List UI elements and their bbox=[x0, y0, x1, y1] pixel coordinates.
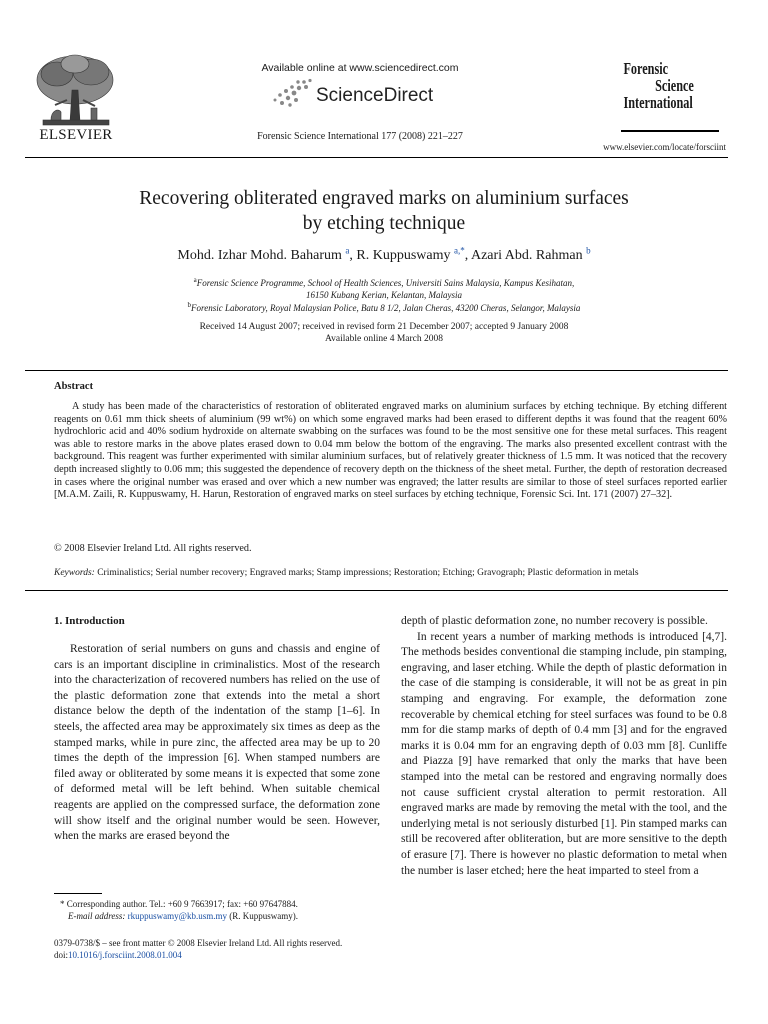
paragraph: Restoration of serial numbers on guns and chassis and engine of cars is an important discipline in criminalistics. Most of the research into the characterization of recovered numbers has relied on the use of the plastic deformation zone that extends into the metal a short distance below the depth of the indentation of the stamp [1–6]. In steels, the affected area may be approximately six times as deep as the stamped marks, while in pure zinc, the affected area may be up to 20 times the depth of the impression [6]. When stamped numbers are filed away or obliterated by some means it is expected that some zone of deformed metal will be left behind. When suitable chemical reagents are applied on the compressed surface, the deformation zone will show itself and the original number would be seen. However, when the marks are erased beyond the bbox=[54, 643, 380, 843]
author-list: Mohd. Izhar Mohd. Baharum $^a$, R. Kuppuswamy $^{a,*}$, Azari Abd. Rahman $^b$ bbox=[177, 245, 591, 263]
affiliation-text: Forensic Science Programme, School of Health Sciences, Universiti Sains Malaysia, Kampus Kesihatan, bbox=[196, 278, 575, 288]
header-divider bbox=[25, 157, 728, 158]
email-link[interactable]: rkuppuswamy@kb.usm.my bbox=[127, 911, 227, 921]
author-affil-link[interactable]: a bbox=[345, 245, 350, 256]
affiliation-marker: a bbox=[193, 276, 197, 284]
received-dates: Received 14 August 2007; received in revised form 21 December 2007; accepted 9 January 2008 bbox=[199, 322, 569, 332]
abstract-text: A study has been made of the characteristics of restoration of obliterated engraved marks on aluminium surfaces by etching technique. By etching different reagents on 0.61 mm thick sheets of aluminium (99 wt%) on which some engraved marks had been erased to different depths it was found that the reagent 60% hydrochloric acid and 40% sodium hydroxide on alternate swabbing on the surfaces was found to be the most sensitive one for these metal surfaces. This reagent was able to restore marks in the above plates erased down to 0.04 mm below the bottom of the engraving. The marks also presented excellent contrast with the background. This reagent was further experimented with similar aluminium surfaces, but of relatively greater thickness of 1.5 mm. It was noticed that the recovery depth increased slightly to 0.06 mm; this suggested the dependence of recovery depth on the thickness of the sheet metal. Further, the depth of restoration decreased in cases where the original number was erased and over which a new number was engraved; the latter results are similar to those of steel surfaces reported earlier [M.A.M. Zaili, R. Kuppuswamy, H. Harun, Restoration of engraved marks on steel surfaces by etching technique, Forensic Sci. Int. 171 (2007) 27–32]. bbox=[54, 401, 727, 501]
journal-logo-line2: Science bbox=[655, 76, 694, 95]
sciencedirect-dots-icon bbox=[272, 78, 314, 108]
journal-logo-line3: International bbox=[623, 93, 693, 112]
issn-text: 0379-0738/$ – see front matter © 2008 Elsevier Ireland Ltd. All rights reserved. bbox=[54, 938, 343, 948]
affiliation-text: 16150 Kubang Kerian, Kelantan, Malaysia bbox=[306, 290, 462, 300]
affiliation-b bbox=[100, 302, 668, 314]
left-column bbox=[54, 642, 380, 845]
article-title-line1: Recovering obliterated engraved marks on aluminium surfaces bbox=[139, 188, 629, 209]
available-date: Available online 4 March 2008 bbox=[324, 334, 443, 344]
paragraph: depth of plastic deformation zone, no number recovery is possible. bbox=[401, 615, 708, 627]
doi-label: doi: bbox=[54, 950, 69, 960]
corresponding-author-footnote bbox=[54, 898, 384, 922]
article-dates bbox=[100, 321, 668, 345]
keywords bbox=[54, 568, 727, 578]
doi-link[interactable]: 10.1016/j.forsciint.2008.01.004 bbox=[68, 950, 182, 960]
publisher-name: ELSEVIER bbox=[39, 127, 113, 143]
keywords-list: Criminalistics; Serial number recovery; Engraved marks; Stamp impressions; Restoration; Etching; Gravograph; Plastic deformation in metals bbox=[94, 568, 639, 578]
abstract-copyright: © 2008 Elsevier Ireland Ltd. All rights reserved. bbox=[54, 543, 252, 554]
email-owner: (R. Kuppuswamy). bbox=[229, 911, 298, 921]
affiliation-marker: b bbox=[187, 301, 192, 309]
journal-citation: Forensic Science International 177 (2008) 221–227 bbox=[257, 131, 463, 142]
author-name: Azari Abd. Rahman bbox=[470, 248, 583, 263]
journal-url-link[interactable]: www.elsevier.com/locate/forsciint bbox=[603, 142, 726, 152]
affiliation-a bbox=[100, 277, 668, 301]
article-title-line2: by etching technique bbox=[302, 213, 466, 234]
keywords-label: Keywords: bbox=[54, 568, 95, 578]
author-name: R. Kuppuswamy bbox=[356, 248, 451, 263]
journal-logo-title bbox=[622, 60, 693, 111]
abstract-heading: Abstract bbox=[54, 381, 94, 392]
author-name: Mohd. Izhar Mohd. Baharum bbox=[177, 248, 342, 263]
issn-block bbox=[54, 937, 414, 961]
journal-logo-rule bbox=[621, 130, 719, 132]
abstract-bottom-divider bbox=[25, 590, 728, 591]
author-affil-link[interactable]: b bbox=[586, 245, 591, 256]
paragraph: In recent years a number of marking methods is introduced [4,7]. The methods besides conventional die stamping include, pin stamping, engraving, and laser etching. While the depth of plastic deformation in the case of die stamping is considerable, it will not be as great in pin stamping and engraving. For example, the deformation zone recoverable by chemical etching for steel surfaces was found to be 0.8 mm for die stamp marks of depth of 0.4 mm [3] and for the engraved marks it is 0.04 mm for an engraving depth of 0.03 mm [8]. Cunliffe and Piazza [9] have remarked that only the marks that have been stamped into the metal can be restored and engraving normally does not cause sufficient crystal alteration to permit restoration. All engraved marks are made by removing the metal with the tool, and the underlying metal is not seriously disturbed [1]. Pin stamped marks can still be recovered after obliteration, but are more sensitive to the depth of erasure [7]. There is however no plastic deformation to metal when the number is laser etched; here the heat imparted to steel from a bbox=[401, 630, 727, 877]
abstract-top-divider bbox=[25, 370, 728, 371]
sciencedirect-wordmark: ScienceDirect bbox=[316, 85, 434, 106]
author-affil-link[interactable]: a,* bbox=[454, 245, 465, 256]
right-column bbox=[401, 614, 727, 879]
section-heading: 1. Introduction bbox=[54, 615, 125, 627]
available-online-text: Available online at www.sciencedirect.com bbox=[261, 62, 459, 74]
journal-logo-line1: Forensic bbox=[623, 59, 669, 78]
article-title bbox=[60, 186, 708, 236]
affiliation-text: Forensic Laboratory, Royal Malaysian Police, Batu 8 1/2, Jalan Cheras, 43200 Cheras, Selangor, Malaysia bbox=[191, 303, 581, 313]
email-label: E-mail address: bbox=[68, 911, 126, 921]
corresponding-text: * Corresponding author. Tel.: +60 9 7663917; fax: +60 97647884. bbox=[60, 899, 298, 909]
footnote-divider bbox=[54, 893, 102, 894]
